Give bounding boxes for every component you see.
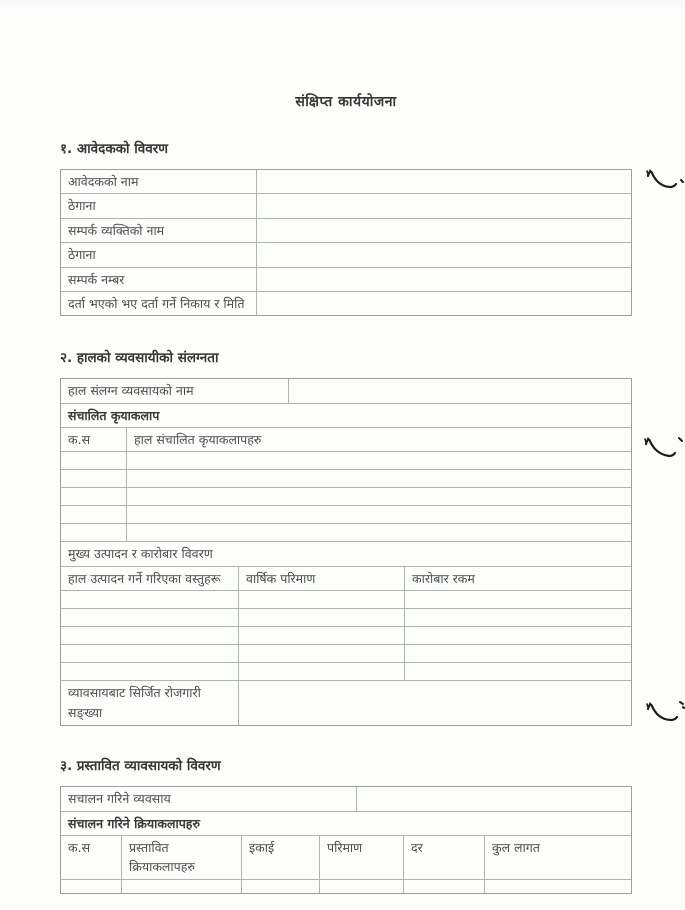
table-row	[61, 469, 631, 487]
column-header: क.स	[68, 839, 91, 855]
column-header: कारोबार रकम	[404, 567, 631, 590]
column-header: कुल लागत	[484, 836, 631, 879]
empty-cell	[61, 880, 121, 893]
table-header-row	[61, 427, 631, 451]
current-business-table	[60, 378, 632, 726]
empty-cell	[404, 609, 631, 626]
table-subheader-row	[61, 541, 631, 565]
table-row	[61, 193, 631, 217]
empty-cell	[403, 880, 484, 893]
section1-heading: १. आवेदकको विवरण	[60, 141, 169, 157]
table-row	[61, 267, 631, 291]
empty-cell	[404, 645, 631, 662]
empty-cell	[61, 470, 126, 487]
ink-initial-mark-icon	[641, 166, 685, 206]
row-label: हाल संलग्न व्यवसायको नाम	[68, 383, 194, 399]
table-row	[61, 626, 631, 644]
empty-cell	[126, 524, 631, 541]
table-header-row	[61, 566, 631, 590]
proposed-business-table	[60, 786, 632, 894]
empty-cell	[126, 488, 631, 505]
empty-cell	[404, 627, 631, 644]
table-row	[61, 218, 631, 242]
empty-cell	[61, 609, 238, 626]
table-row	[61, 505, 631, 523]
table-row	[61, 487, 631, 505]
table-row	[61, 242, 631, 266]
row-label: व्यावसायबाट सिर्जित रोजगारी सङ्ख्या	[68, 685, 201, 720]
table-subheader-row	[61, 403, 631, 427]
empty-cell	[238, 591, 404, 608]
applicant-details-table	[60, 169, 632, 316]
empty-cell	[121, 880, 241, 893]
table-row	[61, 291, 631, 315]
empty-cell	[319, 880, 403, 893]
empty-cell	[404, 663, 631, 680]
row-label: ठेगाना	[68, 198, 96, 214]
table-row	[61, 644, 631, 662]
section3-heading: ३. प्रस्तावित व्यावसायको विवरण	[60, 758, 221, 775]
empty-cell	[126, 470, 631, 487]
table-row	[61, 879, 631, 893]
empty-cell	[238, 627, 404, 644]
row-label: सम्पर्क नम्बर	[68, 271, 125, 287]
table-row	[61, 787, 631, 810]
table-row	[61, 451, 631, 469]
column-header: प्रस्तावित क्रियाकलापहरु	[121, 836, 241, 879]
ink-initial-mark-icon	[640, 693, 685, 737]
empty-cell	[61, 627, 238, 644]
row-value-cell	[256, 243, 631, 266]
empty-cell	[61, 452, 126, 469]
table-subheader-row	[61, 811, 631, 835]
empty-cell	[404, 591, 631, 608]
empty-cell	[61, 663, 238, 680]
column-header: क.स	[68, 432, 91, 447]
empty-cell	[61, 506, 126, 523]
empty-cell	[241, 880, 319, 893]
table-row	[61, 590, 631, 608]
row-label: सम्पर्क व्यक्तिको नाम	[68, 222, 165, 238]
subheader-label: मुख्य उत्पादन र कारोबार विवरण	[68, 546, 213, 562]
row-value-cell	[256, 170, 631, 193]
empty-cell	[61, 488, 126, 505]
row-value-cell	[256, 219, 631, 242]
column-header: हाल उत्पादन गर्ने गरिएका वस्तुहरू	[68, 570, 221, 586]
page-title: संक्षिप्त कार्ययोजना	[295, 94, 397, 110]
empty-cell	[238, 609, 404, 626]
empty-cell	[238, 663, 404, 680]
empty-cell	[126, 506, 631, 523]
row-value-cell	[256, 194, 631, 217]
empty-cell	[484, 880, 631, 893]
empty-cell	[61, 645, 238, 662]
empty-cell	[61, 524, 126, 541]
table-row	[61, 662, 631, 680]
table-header-row	[61, 835, 631, 879]
row-value-cell	[256, 292, 631, 315]
row-label: ठेगाना	[68, 247, 96, 263]
row-value-cell	[288, 379, 631, 402]
table-row	[61, 379, 631, 402]
table-row	[61, 608, 631, 626]
subheader-label: संचालन गरिने क्रियाकलापहरु	[68, 815, 200, 831]
empty-cell	[126, 452, 631, 469]
row-value-cell	[356, 787, 631, 810]
ink-initial-mark-icon	[638, 430, 684, 474]
subheader-label: संचालित कृयाकलाप	[68, 407, 160, 423]
table-row	[61, 170, 631, 193]
column-header: वार्षिक परिमाण	[238, 567, 404, 590]
table-row	[61, 680, 631, 725]
empty-cell	[61, 591, 238, 608]
column-header: दर	[403, 836, 484, 879]
column-header: इकाई	[241, 836, 319, 879]
column-header: परिमाण	[319, 836, 403, 879]
column-header: हाल संचालित कृयाकलापहरु	[126, 428, 631, 451]
row-value-cell	[256, 268, 631, 291]
row-value-cell	[238, 681, 631, 725]
row-label: दर्ता भएको भए दर्ता गर्ने निकाय र मिति	[68, 295, 245, 311]
empty-cell	[238, 645, 404, 662]
table-row	[61, 523, 631, 541]
row-label: आवेदकको नाम	[68, 174, 139, 189]
section2-heading: २. हालको व्यवसायीको संलग्नता	[60, 350, 219, 367]
row-label: सचालन गरिने व्यवसाय	[68, 791, 171, 807]
